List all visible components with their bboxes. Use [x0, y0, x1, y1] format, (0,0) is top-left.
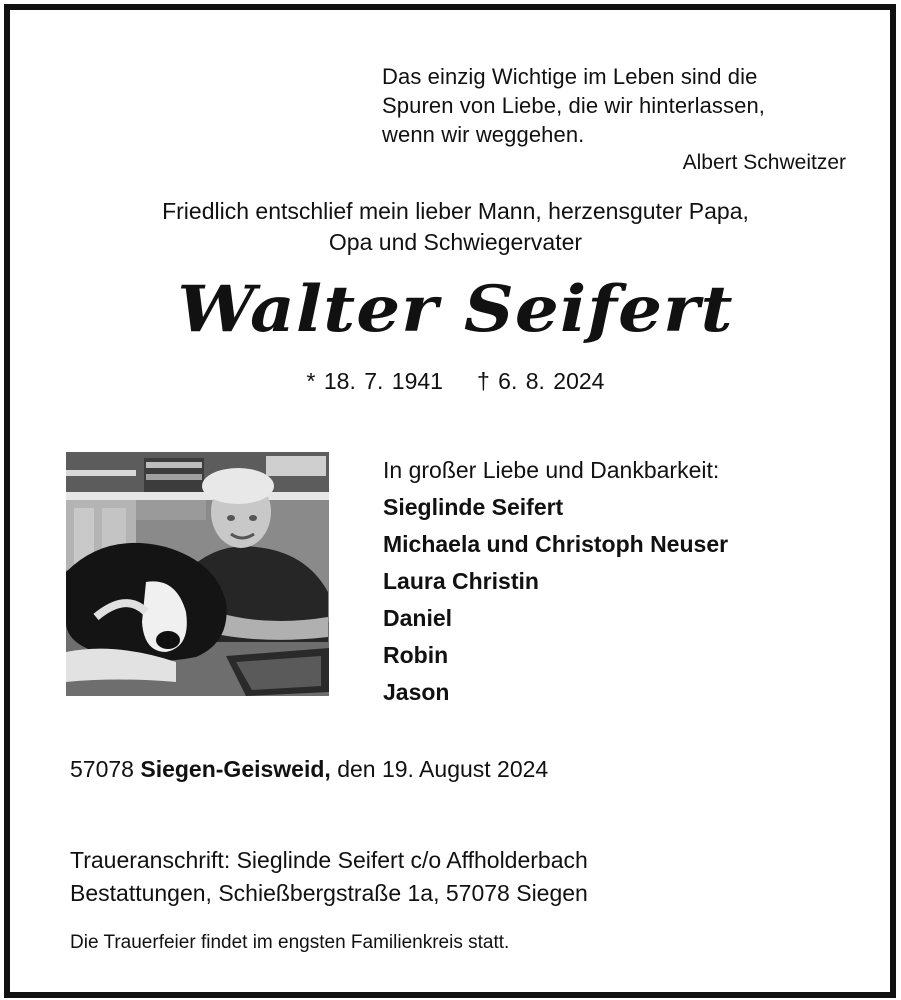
place-and-date [70, 756, 548, 783]
quote-line: Spuren von Liebe, die wir hinterlassen, [382, 93, 766, 118]
quote-line: wenn wir weggehen. [382, 122, 585, 147]
family-list [383, 452, 728, 711]
family-member: Laura Christin [383, 568, 539, 594]
life-dates [10, 368, 901, 395]
portrait-photo [66, 452, 329, 696]
family-heading: In großer Liebe und Dankbarkeit: [383, 457, 720, 483]
deceased-name: Walter Seifert [177, 272, 734, 347]
quote-block [382, 62, 765, 149]
quote-author: Albert Schweitzer [682, 151, 846, 174]
family-member: Robin [383, 642, 449, 668]
family-member: Jason [383, 679, 450, 705]
address-line: Traueranschrift: Sieglinde Seifert c/o Affholderbach [70, 847, 588, 873]
family-member: Daniel [383, 605, 453, 631]
family-member: Michaela und Christoph Neuser [383, 531, 729, 557]
intro-line: Opa und Schwiegervater [328, 229, 583, 255]
intro-text [10, 196, 901, 258]
city-name: Siegen-Geisweid, [140, 756, 331, 782]
announcement-date: den 19. August 2024 [337, 756, 549, 782]
birth-date: * 18. 7. 1941 [306, 368, 443, 394]
address-line: Bestattungen, Schießbergstraße 1a, 57078 Siegen [70, 880, 588, 906]
zip-code: 57078 [70, 756, 134, 782]
intro-line: Friedlich entschlief mein lieber Mann, herzensguter Papa, [162, 198, 749, 224]
obituary-frame [4, 4, 896, 998]
mourning-address [70, 844, 588, 910]
quote-line: Das einzig Wichtige im Leben sind die [382, 64, 758, 89]
funeral-note: Die Trauerfeier findet im engsten Familienkreis statt. [70, 932, 510, 953]
death-date: † 6. 8. 2024 [476, 368, 605, 394]
family-member: Sieglinde Seifert [383, 494, 564, 520]
